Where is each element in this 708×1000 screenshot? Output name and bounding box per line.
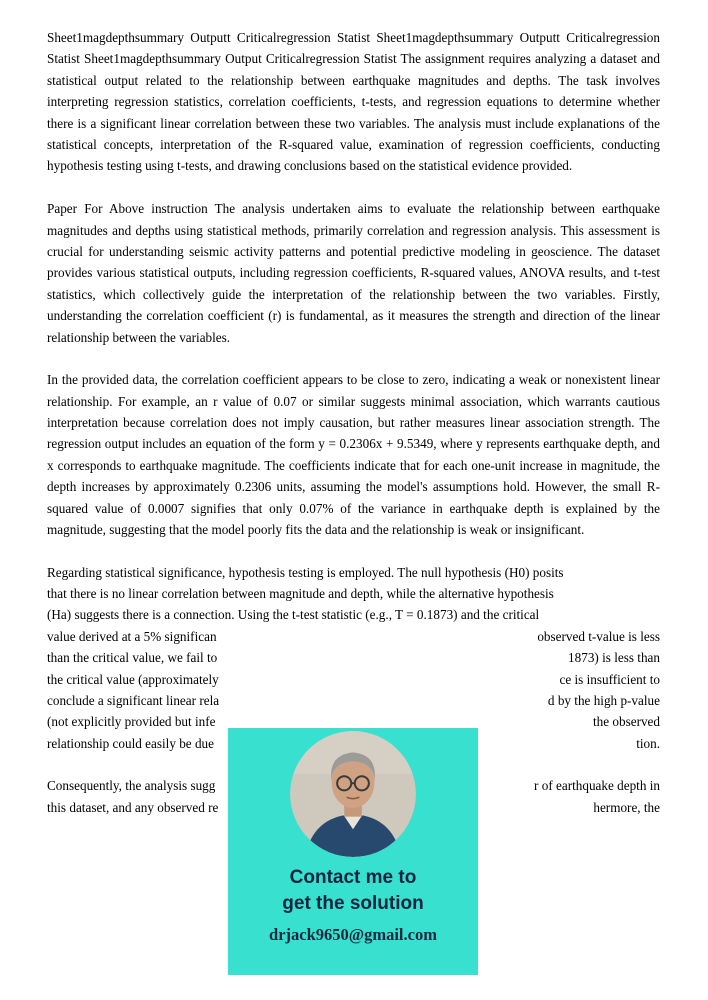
text-line (47, 562, 660, 583)
text-fragment-left: Consequently, the analysis sugg (47, 778, 216, 794)
text-line (47, 647, 660, 668)
text-fragment-left: the critical value (approximately (47, 671, 219, 687)
paragraph: In the provided data, the correlation coefficient appears to be close to zero, indicating a weak or nonexistent linear relationship. For example, an r value of 0.07 or similar suggests minimal association, which warrants cautious interpretation because correlation does not imply causation, but rather measures linear association strength. The regression output includes an equation of the form y = 0.2306x + 9.5349, where y represents earthquake depth, and x corresponds to earthquake magnitude. The coefficients indicate that for each one-unit increase in magnitude, the depth increases by approximately 0.2306 units, assuming the model's assumptions hold. However, the small R-squared value of 0.0007 signifies that only 0.07% of the variance in earthquake depth is explained by the magnitude, suggesting that the model poorly fits the data and the relationship is weak or insignificant. (47, 372, 660, 538)
elderly-man-with-glasses-photo (290, 731, 416, 857)
text-line (47, 604, 660, 625)
text-line (47, 583, 660, 604)
text-line (47, 690, 660, 711)
text-fragment-left: relationship could easily be due (47, 735, 214, 751)
text-fragment-right: ce is insufficient to (559, 671, 660, 687)
text-fragment-right: r of earthquake depth in (534, 778, 660, 794)
contact-cta-text (228, 865, 478, 917)
text-line (47, 669, 660, 690)
text-line (47, 626, 660, 647)
text-fragment-right: the observed (592, 714, 660, 730)
text-fragment-right: observed t-value is less (537, 628, 660, 644)
text-fragment-left: value derived at a 5% significan (47, 628, 217, 644)
document-body (47, 27, 660, 839)
paragraph-partially-covered (47, 562, 660, 755)
text-fragment-left: conclude a significant linear rela (47, 693, 220, 709)
text-fragment-right: hermore, the (593, 799, 660, 815)
consultant-photo (290, 731, 416, 857)
contact-cta-line2: get the solution (282, 893, 424, 914)
text-fragment-left: that there is no linear correlation between magnitude and depth, while the alternative hypothesis (47, 586, 554, 602)
contact-cta-line1: Contact me to (289, 867, 417, 888)
paragraph: Paper For Above instruction The analysis undertaken aims to evaluate the relationship between earthquake magnitudes and depths using statistical methods, primarily correlation and regression analysis. This assessment is crucial for understanding seismic activity patterns and potential predictive modeling in geoscience. The dataset provides various statistical outputs, including regression coefficients, R-squared values, ANOVA results, and t-test statistics, which collectively guide the interpretation of the relationship between the two variables. Firstly, understanding the correlation coefficient (r) is fundamental, as it measures the strength and direction of the linear relationship between the variables. (47, 201, 660, 345)
text-fragment-left: than the critical value, we fail to (47, 650, 218, 666)
solution-ad-overlay (228, 728, 478, 975)
text-fragment-left: (not explicitly provided but infe (47, 714, 216, 730)
text-fragment-left: this dataset, and any observed re (47, 799, 219, 815)
text-fragment-right: tion. (636, 735, 660, 751)
text-fragment-right: 1873) is less than (568, 650, 660, 666)
text-fragment-left: Regarding statistical significance, hypothesis testing is employed. The null hypothesis (H0) posits (47, 564, 564, 580)
paragraph: Sheet1magdepthsummary Outputt Criticalregression Statist Sheet1magdepthsummary Outputt Criticalregression Statist Sheet1magdepthsummary Output Criticalregression Statist The assignment requires analyzing a dataset and statistical output related to the relationship between earthquake magnitudes and depths. The task involves interpreting regression statistics, correlation coefficients, t-tests, and regression equations to determine whether there is a significant linear correlation between these two variables. The analysis must include explanations of the statistical concepts, interpretation of the R-squared value, examination of regression coefficients, conducting hypothesis testing using t-tests, and drawing conclusions based on the statistical evidence provided. (47, 30, 660, 174)
text-fragment-right: d by the high p-value (547, 693, 660, 709)
contact-email: drjack9650@gmail.com (269, 925, 437, 944)
text-fragment-left: (Ha) suggests there is a connection. Using the t-test statistic (e.g., T = 0.1873) and the critical (47, 607, 540, 623)
